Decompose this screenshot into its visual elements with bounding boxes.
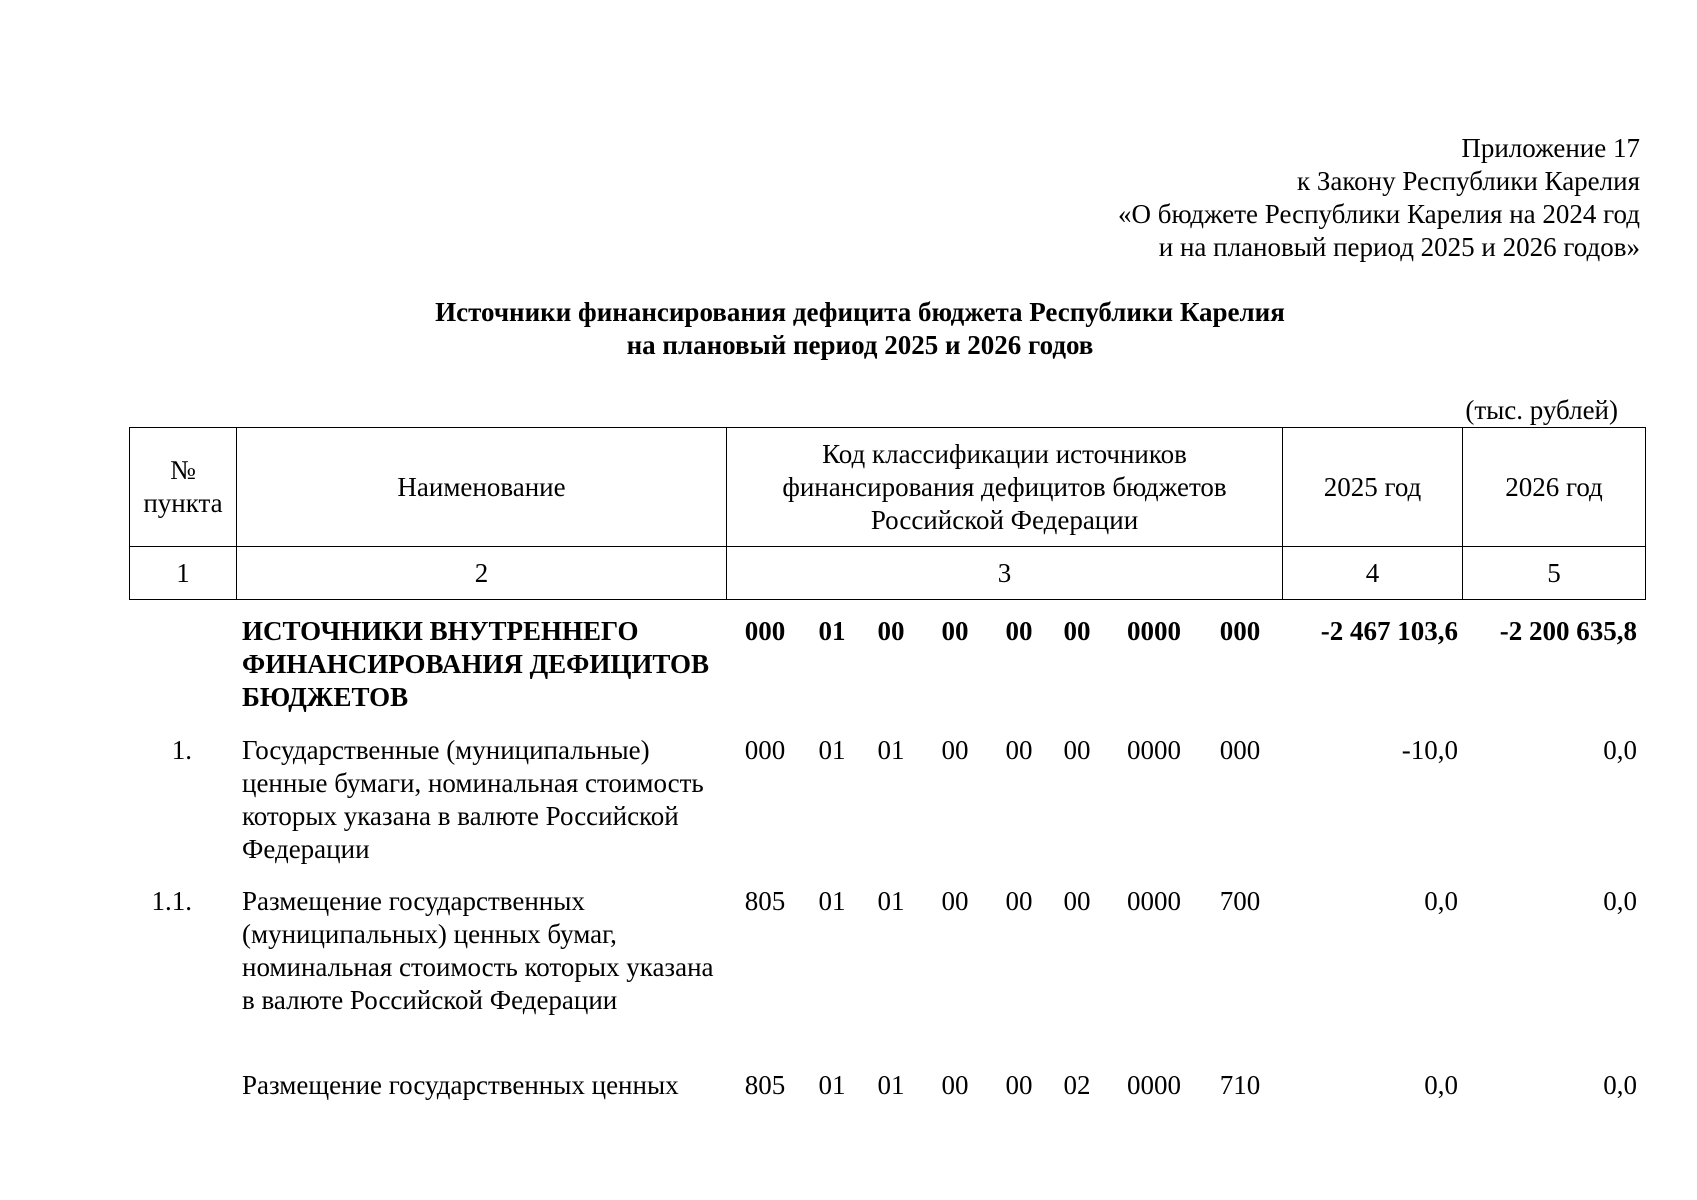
row-number: 1.1. bbox=[151, 886, 192, 916]
code-part: 0000 bbox=[1127, 735, 1181, 765]
code-part: 00 bbox=[941, 1070, 969, 1100]
code-part: 00 bbox=[1005, 735, 1033, 765]
code-part: 00 bbox=[941, 886, 969, 916]
code-part: 00 bbox=[1005, 616, 1033, 646]
header-2026: 2026 год bbox=[1463, 428, 1646, 547]
appendix-line-4: и на плановый период 2025 и 2026 годов» bbox=[1158, 232, 1640, 262]
code-part: 0000 bbox=[1127, 616, 1181, 646]
code-part: 00 bbox=[941, 735, 969, 765]
value-2025: -2 467 103,6 bbox=[1320, 616, 1458, 646]
document-title bbox=[0, 296, 1697, 362]
code-part: 0000 bbox=[1127, 886, 1181, 916]
row-name: Государственные (муниципальные) ценные бумаги, номинальная стоимость которых указана в валюте Российской Федерации bbox=[242, 735, 704, 864]
header-num-label: пункта bbox=[143, 488, 223, 518]
header-code: Код классификации источников финансирования дефицитов бюджетов Российской Федерации bbox=[727, 428, 1283, 547]
appendix-line-2: к Закону Республики Карелия bbox=[1297, 166, 1640, 196]
code-part: 805 bbox=[744, 1070, 786, 1100]
header-name: Наименование bbox=[237, 428, 727, 547]
code-part: 000 bbox=[744, 616, 786, 646]
code-part: 0000 bbox=[1127, 1070, 1181, 1100]
value-2026: -2 200 635,8 bbox=[1499, 616, 1637, 646]
code-part: 00 bbox=[1063, 735, 1091, 765]
value-2025: 0,0 bbox=[1424, 1070, 1458, 1100]
row-name: Размещение государственных (муниципальных) ценных бумаг, номинальная стоимость которых указана в валюте Российской Федерации bbox=[242, 886, 714, 1015]
value-2026: 0,0 bbox=[1603, 1070, 1637, 1100]
header-2025: 2025 год bbox=[1283, 428, 1463, 547]
value-2025: 0,0 bbox=[1424, 886, 1458, 916]
code-part: 805 bbox=[744, 886, 786, 916]
value-2025: -10,0 bbox=[1401, 735, 1458, 765]
code-part: 710 bbox=[1219, 1070, 1261, 1100]
column-number-3: 3 bbox=[727, 547, 1283, 600]
code-part: 000 bbox=[744, 735, 786, 765]
document-title-line-1: Источники финансирования дефицита бюджета Республики Карелия bbox=[435, 297, 1285, 327]
units-note: (тыс. рублей) bbox=[1465, 395, 1618, 425]
header-row bbox=[130, 428, 1646, 547]
code-part: 01 bbox=[818, 886, 846, 916]
column-number-4: 4 bbox=[1283, 547, 1463, 600]
code-part: 01 bbox=[818, 616, 846, 646]
code-part: 00 bbox=[1005, 1070, 1033, 1100]
appendix-line-3: «О бюджете Республики Карелия на 2024 год bbox=[1117, 199, 1640, 229]
code-part: 00 bbox=[1005, 886, 1033, 916]
code-part: 01 bbox=[877, 735, 905, 765]
code-part: 00 bbox=[1063, 616, 1091, 646]
document-title-line-2: на плановый период 2025 и 2026 годов bbox=[626, 330, 1094, 360]
code-part: 00 bbox=[941, 616, 969, 646]
table-header bbox=[129, 427, 1646, 600]
column-number-2: 2 bbox=[237, 547, 727, 600]
code-part: 000 bbox=[1219, 735, 1261, 765]
code-part: 00 bbox=[877, 616, 905, 646]
column-number-1: 1 bbox=[130, 547, 237, 600]
header-num: № пункта bbox=[130, 428, 237, 547]
row-name: ИСТОЧНИКИ ВНУТРЕННЕГО ФИНАНСИРОВАНИЯ ДЕФИЦИТОВ БЮДЖЕТОВ bbox=[242, 616, 710, 712]
code-part: 01 bbox=[818, 735, 846, 765]
value-2026: 0,0 bbox=[1603, 735, 1637, 765]
code-part: 02 bbox=[1063, 1070, 1091, 1100]
code-part: 700 bbox=[1219, 886, 1261, 916]
code-part: 01 bbox=[818, 1070, 846, 1100]
code-part: 00 bbox=[1063, 886, 1091, 916]
column-number-5: 5 bbox=[1463, 547, 1646, 600]
row-name: Размещение государственных ценных bbox=[242, 1070, 679, 1100]
appendix-line-1: Приложение 17 bbox=[1461, 133, 1640, 163]
code-part: 000 bbox=[1219, 616, 1261, 646]
value-2026: 0,0 bbox=[1603, 886, 1637, 916]
code-part: 01 bbox=[877, 1070, 905, 1100]
code-part: 01 bbox=[877, 886, 905, 916]
appendix-heading bbox=[1118, 132, 1640, 264]
column-number-row bbox=[130, 547, 1646, 600]
row-number: 1. bbox=[171, 735, 192, 765]
